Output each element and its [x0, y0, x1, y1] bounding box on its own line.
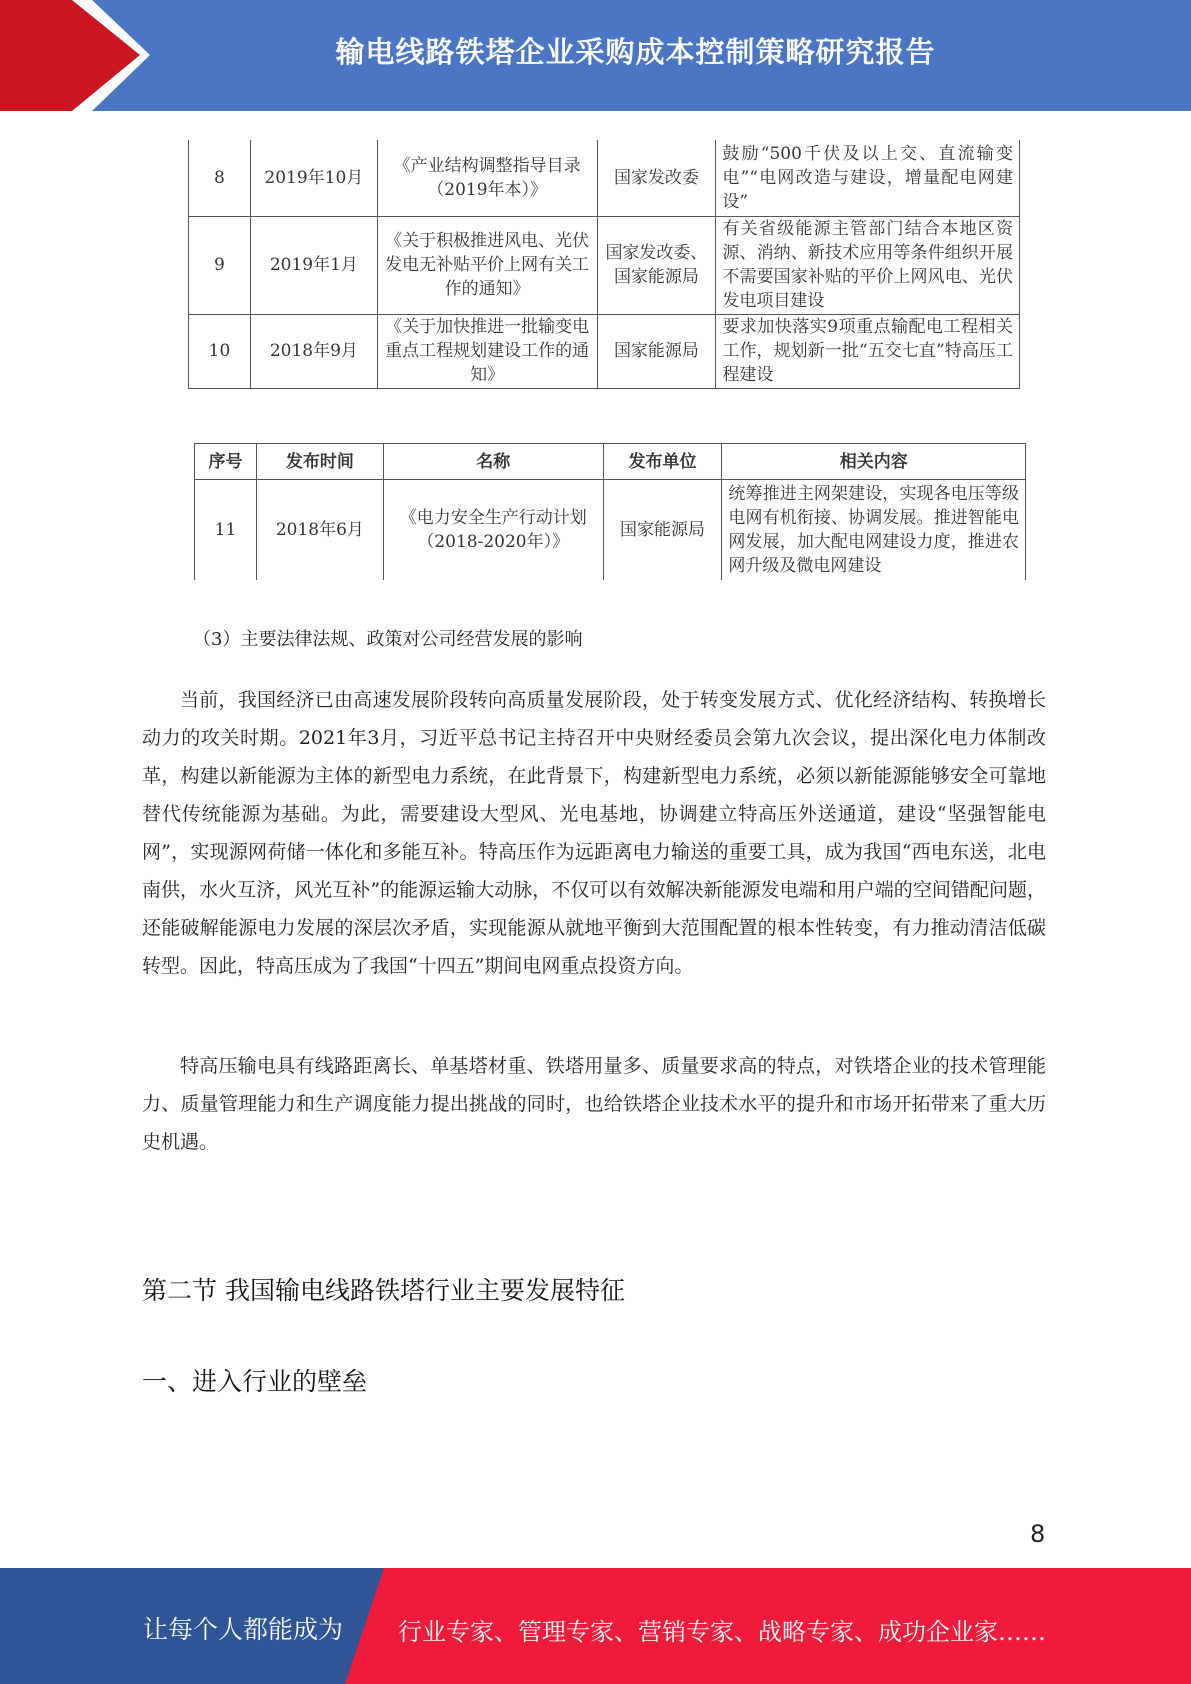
header-org: 发布单位 [603, 444, 722, 480]
section-title: 第二节 我国输电线路铁塔行业主要发展特征 [142, 1276, 625, 1305]
body-paragraph: 当前，我国经济已由高速发展阶段转向高质量发展阶段，处于转变发展方式、优化经济结构、转换增长动力的攻关时期。2021年3月，习近平总书记主持召开中央财经委员会第九次会议，提出深化电力体制改革，构建以新能源为主体的新型电力系统，在此背景下，构建新型电力系统，必须以新能源能够安全可靠地替代传统能源为基础。为此，需要建设大型风、光电基地，协调建立特高压外送通道，建设“坚强智能电网”，实现源网荷储一体化和多能互补。特高压作为远距离电力输送的重要工具，成为我国“西电东送，北电南供，水火互济，风光互补”的能源运输大动脉，不仅可以有效解决新能源发电端和用户端的空间错配问题，还能破解能源电力发展的深层次矛盾，实现能源从就地平衡到大范围配置的根本性转变，有力推动清洁低碳转型。因此，特高压成为了我国“十四五”期间电网重点投资方向。 [142, 689, 1046, 977]
page-number: 8 [1030, 1520, 1046, 1548]
cell-no: 9 [189, 216, 251, 314]
cell-name: 《产业结构调整指导目录（2019年本）》 [377, 140, 597, 216]
header-date: 发布时间 [256, 444, 383, 480]
header-no: 序号 [195, 444, 257, 480]
header-name: 名称 [383, 444, 603, 480]
subsection-title: 一、进入行业的壁垒 [142, 1367, 368, 1396]
table-header-row [195, 444, 1026, 480]
header-content: 相关内容 [722, 444, 1026, 480]
cell-org: 国家能源局 [603, 480, 722, 580]
cell-date: 2018年6月 [256, 480, 383, 580]
policy-table-continued [188, 140, 1020, 389]
page-footer [0, 1568, 1191, 1684]
body-paragraph: 特高压输电具有线路距离长、单基塔材重、铁塔用量多、质量要求高的特点，对铁塔企业的技术管理能力、质量管理能力和生产调度能力提出挑战的同时，也给铁塔企业技术水平的提升和市场开拓带来了重大历史机遇。 [142, 1055, 1046, 1153]
cell-org: 国家发改委、国家能源局 [597, 216, 716, 314]
table-row [189, 216, 1020, 314]
cell-no: 10 [189, 314, 251, 388]
cell-name: 《关于加快推进一批输变电重点工程规划建设工作的通知》 [377, 314, 597, 388]
cell-content: 统筹推进主网架建设，实现各电压等级电网有机衔接、协调发展。推进智能电网发展，加大配电网建设力度，推进农网升级及微电网建设 [722, 480, 1026, 580]
cell-name: 《电力安全生产行动计划（2018-2020年）》 [383, 480, 603, 580]
cell-org: 国家发改委 [597, 140, 716, 216]
cell-date: 2019年10月 [250, 140, 377, 216]
page-header [0, 0, 1191, 111]
subheading: （3）主要法律法规、政策对公司经营发展的影响 [193, 629, 583, 650]
cell-date: 2018年9月 [250, 314, 377, 388]
cell-no: 11 [195, 480, 257, 580]
footer-slogan-left: 让每个人都能成为 [143, 1615, 344, 1644]
table-row [189, 140, 1020, 216]
footer-slogan-right: 行业专家、管理专家、营销专家、战略专家、成功企业家…… [398, 1618, 1046, 1646]
cell-content: 有关省级能源主管部门结合本地区资源、消纳、新技术应用等条件组织开展不需要国家补贴的平价上网风电、光伏发电项目建设 [716, 216, 1020, 314]
policy-table [194, 443, 1026, 580]
cell-content: 要求加快落实9项重点输配电工程相关工作，规划新一批“五交七直”特高压工程建设 [716, 314, 1020, 388]
report-title: 输电线路铁塔企业采购成本控制策略研究报告 [335, 35, 936, 69]
cell-org: 国家能源局 [597, 314, 716, 388]
cell-name: 《关于积极推进风电、光伏发电无补贴平价上网有关工作的通知》 [377, 216, 597, 314]
cell-date: 2019年1月 [250, 216, 377, 314]
cell-content: 鼓励“500千伏及以上交、直流输变电”“电网改造与建设，增量配电网建设” [716, 140, 1020, 216]
table-row [189, 314, 1020, 388]
table-row [195, 480, 1026, 580]
cell-no: 8 [189, 140, 251, 216]
